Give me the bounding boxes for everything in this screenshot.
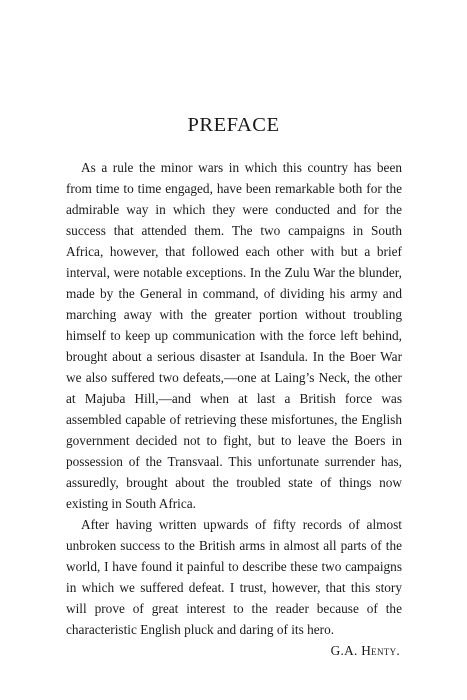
- signature-initials: G.A.: [330, 643, 362, 658]
- signature-surname: Henty: [361, 643, 397, 658]
- paragraph-2: After having written upwards of fifty records of almost unbroken success to the British arms in almost all parts of the world, I have found it painful to describe these two campaigns in which we suffered defeat. I trust, however, that this story will prove of great interest to the reader because of the characteristic English pluck and daring of its hero.: [66, 517, 402, 637]
- preface-body: [66, 157, 402, 661]
- signature-trailing: .: [396, 643, 400, 658]
- author-signature: [66, 640, 402, 661]
- page-title: PREFACE: [187, 114, 280, 136]
- paragraph-1: As a rule the minor wars in which this country has been from time to time engaged, have been remarkable both for the admirable way in which they were conducted and for the success that attended them. The two campaigns in South Africa, however, that followed each other with but a brief interval, were notable exceptions. In the Zulu War the blunder, made by the General in command, of dividing his army and marching away with the greater portion without troubling himself to keep up communication with the force left behind, brought about a serious disaster at Isandula. In the Boer War we also suffered two defeats,—one at Laing’s Neck, the other at Majuba Hill,—and when at last a British force was assembled capable of retrieving these misfortunes, the English government decided not to fight, but to leave the Boers in possession of the Transvaal. This unfortunate surrender has, assuredly, brought about the troubled state of things now existing in South Africa.: [66, 160, 402, 511]
